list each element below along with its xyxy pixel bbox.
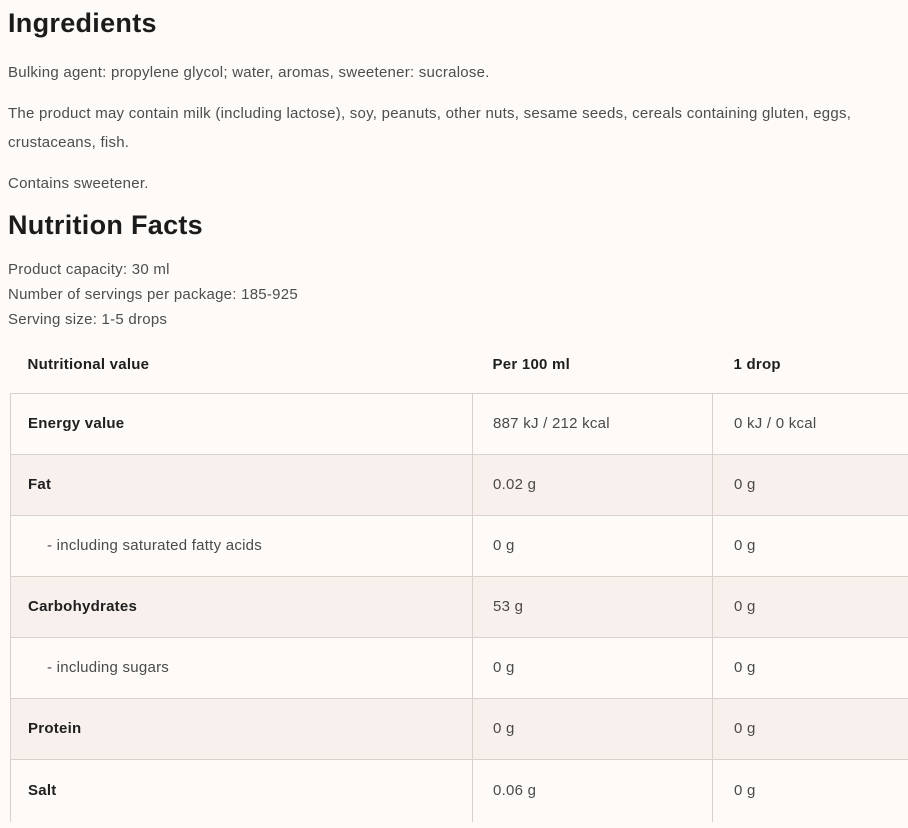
header-row — [11, 350, 908, 394]
serving-size-text: Serving size: 1-5 drops — [8, 311, 168, 328]
per-drop-cell: 0 g — [713, 638, 908, 699]
nutrition-table-body — [11, 394, 908, 822]
per-100ml-cell: 0 g — [473, 638, 713, 699]
per-100ml-cell: 0 g — [473, 699, 713, 760]
column-header-nutritional-value: Nutritional value — [27, 356, 150, 373]
ingredients-composition-text: Bulking agent: propylene glycol; water, aromas, sweetener: sucralose. — [8, 64, 490, 81]
nutrient-label-cell: Fat — [11, 455, 473, 516]
ingredients-title: Ingredients — [8, 8, 157, 38]
per-drop-cell: 0 kJ / 0 kcal — [713, 394, 908, 455]
per-drop-cell: 0 g — [713, 760, 908, 822]
nutrient-label-cell: Carbohydrates — [11, 577, 473, 638]
per-100ml-cell: 0 g — [473, 516, 713, 577]
servings-per-package-text: Number of servings per package: 185-925 — [8, 286, 298, 303]
column-header-1-drop: 1 drop — [733, 356, 781, 373]
per-drop-cell: 0 g — [713, 516, 908, 577]
serving-info-block — [8, 257, 908, 332]
per-drop-cell: 0 g — [713, 577, 908, 638]
nutrient-label-cell: - including sugars — [11, 638, 473, 699]
table-row-carbohydrates — [11, 577, 908, 638]
table-row-energy — [11, 394, 908, 455]
per-100ml-cell: 53 g — [473, 577, 713, 638]
allergen-warning-text: The product may contain milk (including lactose), soy, peanuts, other nuts, sesame seeds, cereals containing gluten, eggs, crustaceans, fish. — [8, 105, 852, 151]
table-row-sugars — [11, 638, 908, 699]
nutrient-label-cell: Salt — [11, 760, 473, 822]
nutrient-label-cell: Energy value — [11, 394, 473, 455]
per-drop-cell: 0 g — [713, 699, 908, 760]
sweetener-notice-text: Contains sweetener. — [8, 175, 149, 192]
table-row-saturated-fat — [11, 516, 908, 577]
nutrient-label-cell: - including saturated fatty acids — [11, 516, 473, 577]
per-100ml-cell: 0.06 g — [473, 760, 713, 822]
per-100ml-cell: 0.02 g — [473, 455, 713, 516]
table-row-salt — [11, 760, 908, 822]
table-row-protein — [11, 699, 908, 760]
per-drop-cell: 0 g — [713, 455, 908, 516]
product-capacity-text: Product capacity: 30 ml — [8, 261, 170, 278]
nutrient-label-cell: Protein — [11, 699, 473, 760]
per-100ml-cell: 887 kJ / 212 kcal — [473, 394, 713, 455]
table-row-fat — [11, 455, 908, 516]
column-header-per-100ml: Per 100 ml — [492, 356, 571, 373]
nutrition-table — [10, 350, 908, 822]
nutrition-table-header — [11, 350, 908, 394]
nutrition-facts-title: Nutrition Facts — [8, 210, 204, 240]
